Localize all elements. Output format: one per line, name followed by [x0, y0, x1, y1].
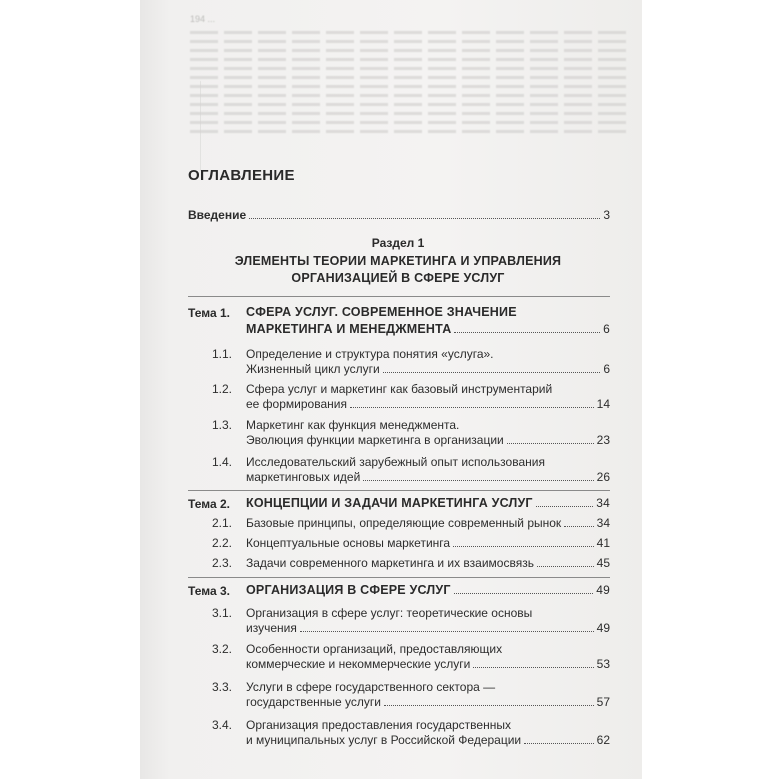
page-number: 14	[596, 397, 610, 411]
item-line1: Задачи современного маркетинга и их взаимосвязь	[246, 556, 534, 570]
toc-title: ОГЛАВЛЕНИЕ	[188, 167, 295, 184]
item-2-3-number: 2.3.	[212, 556, 233, 570]
item-line1: Организация предоставления государственных	[246, 718, 511, 732]
item-line2: ее формирования	[246, 397, 347, 411]
toc-item-3-3[interactable]	[246, 680, 610, 710]
topic-1-title-line2: МАРКЕТИНГА И МЕНЕДЖМЕНТА	[246, 322, 452, 336]
page-number: 49	[596, 621, 610, 635]
page-number: 34	[596, 516, 610, 530]
item-line2: изучения	[246, 621, 297, 635]
item-line2: государственные услуги	[246, 695, 381, 709]
page-number: 6	[603, 362, 610, 376]
section-label: Раздел 1	[371, 236, 425, 250]
topic-3-entry[interactable]	[246, 582, 610, 599]
item-1-4-number: 1.4.	[212, 455, 233, 469]
item-line1: Сфера услуг и маркетинг как базовый инструментарий	[246, 382, 553, 396]
toc-item-1-2[interactable]	[246, 382, 610, 412]
page-number: 45	[596, 556, 610, 570]
item-line2: Жизненный цикл услуги	[246, 362, 380, 376]
topic-1-number: Тема 1.	[188, 306, 230, 320]
page-header: 194 ...	[190, 14, 216, 24]
toc-entry-intro[interactable]	[188, 208, 610, 223]
section-title-line2: ОРГАНИЗАЦИЕЙ В СФЕРЕ УСЛУГ	[291, 271, 505, 285]
page-number: 23	[596, 433, 610, 447]
item-line1: Исследовательский зарубежный опыт использования	[246, 455, 545, 469]
topic-1-entry[interactable]	[246, 304, 610, 338]
toc-item-2-3[interactable]	[246, 556, 610, 571]
item-1-1-number: 1.1.	[212, 347, 233, 361]
page-number: 57	[596, 695, 610, 709]
item-line2: маркетинговых идей	[246, 470, 361, 484]
page-number: 34	[596, 496, 610, 510]
item-3-3-number: 3.3.	[212, 680, 233, 694]
topic-2-number: Тема 2.	[188, 497, 230, 511]
item-3-1-number: 3.1.	[212, 606, 233, 620]
item-1-3-number: 1.3.	[212, 418, 233, 432]
toc-item-1-3[interactable]	[246, 418, 610, 448]
item-2-2-number: 2.2.	[212, 536, 233, 550]
page-number: 6	[603, 322, 610, 336]
item-line2: и муниципальных услуг в Российской Федерации	[246, 733, 522, 747]
item-2-1-number: 2.1.	[212, 516, 233, 530]
toc-item-2-2[interactable]	[246, 536, 610, 551]
toc-item-3-1[interactable]	[246, 606, 610, 636]
toc-item-2-1[interactable]	[246, 516, 610, 531]
topic-3-number: Тема 3.	[188, 584, 230, 598]
topic-1-title-line1: СФЕРА УСЛУГ. СОВРЕМЕННОЕ ЗНАЧЕНИЕ	[246, 305, 517, 319]
page-number: 41	[596, 536, 610, 550]
item-line1: Особенности организаций, предоставляющих	[246, 642, 503, 656]
toc-item-1-1[interactable]	[246, 347, 610, 377]
item-line1: Услуги в сфере государственного сектора —	[246, 680, 496, 694]
item-3-2-number: 3.2.	[212, 642, 233, 656]
item-line2: Эволюция функции маркетинга в организации	[246, 433, 504, 447]
divider	[188, 490, 610, 491]
item-1-2-number: 1.2.	[212, 382, 233, 396]
toc-item-3-4[interactable]	[246, 718, 610, 748]
item-line1: Концептуальные основы маркетинга	[246, 536, 451, 550]
toc-item-3-2[interactable]	[246, 642, 610, 672]
item-line1: Определение и структура понятия «услуга».	[246, 347, 494, 361]
bleed-through-text	[190, 12, 630, 139]
item-line1: Организация в сфере услуг: теоретические основы	[246, 606, 533, 620]
divider	[188, 577, 610, 578]
divider	[188, 296, 610, 297]
page-number: 49	[596, 583, 610, 597]
section-title-line1: ЭЛЕМЕНТЫ ТЕОРИИ МАРКЕТИНГА И УПРАВЛЕНИЯ	[234, 254, 562, 268]
item-line1: Маркетинг как функция менеджмента.	[246, 418, 460, 432]
topic-3-title: ОРГАНИЗАЦИЯ В СФЕРЕ УСЛУГ	[246, 583, 451, 597]
page-number: 26	[596, 470, 610, 484]
toc-item-1-4[interactable]	[246, 455, 610, 485]
page-number: 62	[596, 733, 610, 747]
topic-2-title: КОНЦЕПЦИИ И ЗАДАЧИ МАРКЕТИНГА УСЛУГ	[246, 496, 533, 510]
item-3-4-number: 3.4.	[212, 718, 233, 732]
page-number: 3	[603, 208, 610, 222]
item-line2: коммерческие и некоммерческие услуги	[246, 657, 471, 671]
page-number: 53	[596, 657, 610, 671]
intro-label: Введение	[188, 208, 247, 222]
topic-2-entry[interactable]	[246, 495, 610, 512]
item-line1: Базовые принципы, определяющие современный рынок	[246, 516, 562, 530]
